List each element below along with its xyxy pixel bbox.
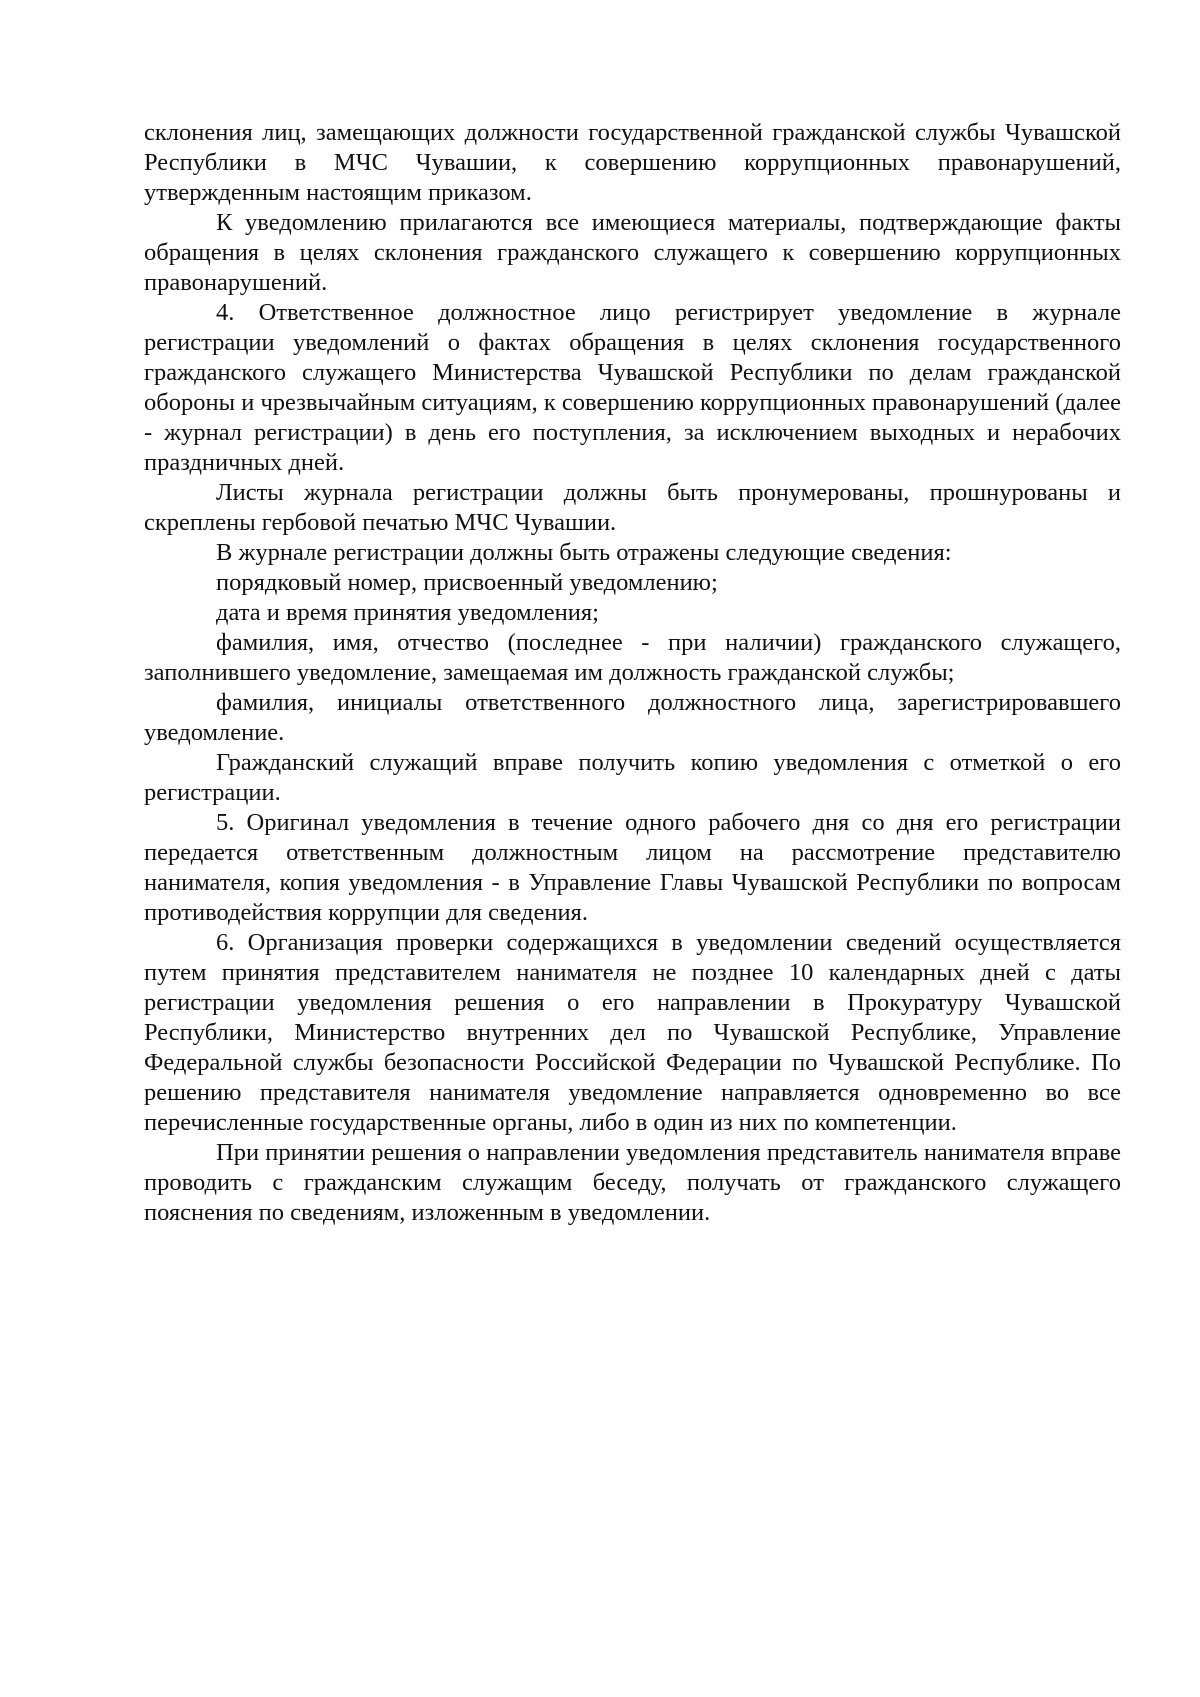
list-item-datetime: дата и время принятия уведомления;: [216, 599, 599, 626]
list-item-number: порядковый номер, присвоенный уведомлению;: [216, 569, 718, 596]
paragraph-journal-sheets: Листы журнала регистрации должны быть пронумерованы, прошнурованы и скреплены гербовой печатью МЧС Чувашии.: [144, 479, 1121, 536]
paragraph-conversation: При принятии решения о направлении уведомления представитель нанимателя вправе проводить с гражданским служащим беседу, получать от гражданского служащего пояснения по сведениям, изложенным в уведомлении.: [144, 1139, 1121, 1226]
paragraph-item-4: 4. Ответственное должностное лицо регистрирует уведомление в журнале регистрации уведомлений о фактах обращения в целях склонения государственного гражданского служащего Министерства Чувашской Республики по делам гражданской обороны и чрезвычайным ситуациям, к совершению коррупционных правонарушений (далее - журнал регистрации) в день его поступления, за исключением выходных и нерабочих праздничных дней.: [144, 299, 1121, 476]
paragraph-journal-info: В журнале регистрации должны быть отражены следующие сведения:: [216, 539, 952, 566]
paragraph-item-5: 5. Оригинал уведомления в течение одного рабочего дня со дня его регистрации передается ответственным должностным лицом на рассмотрение представителю нанимателя, копия уведомления - в Управление Главы Чувашской Республики по вопросам противодействия коррупции для сведения.: [144, 809, 1121, 926]
paragraph-copy-right: Гражданский служащий вправе получить копию уведомления с отметкой о его регистрации.: [144, 749, 1121, 806]
list-item-fullname: фамилия, имя, отчество (последнее - при наличии) гражданского служащего, заполнившего уведомление, замещаемая им должность гражданской службы;: [144, 629, 1121, 686]
paragraph-item-6: 6. Организация проверки содержащихся в уведомлении сведений осуществляется путем принятия представителем нанимателя не позднее 10 календарных дней с даты регистрации уведомления решения о его направлении в Прокуратуру Чувашской Республики, Министерство внутренних дел по Чувашской Республике, Управление Федеральной службы безопасности Российской Федерации по Чувашской Республике. По решению представителя нанимателя уведомление направляется одновременно во все перечисленные государственные органы, либо в один из них по компетенции.: [144, 929, 1121, 1136]
paragraph-continuation: склонения лиц, замещающих должности государственной гражданской службы Чувашской Республики в МЧС Чувашии, к совершению коррупционных правонарушений, утвержденным настоящим приказом.: [144, 119, 1121, 206]
paragraph-attachments: К уведомлению прилагаются все имеющиеся материалы, подтверждающие факты обращения в целях склонения гражданского служащего к совершению коррупционных правонарушений.: [144, 209, 1121, 296]
document-body: [144, 118, 1121, 1228]
list-item-responsible: фамилия, инициалы ответственного должностного лица, зарегистрировавшего уведомление.: [144, 689, 1121, 746]
